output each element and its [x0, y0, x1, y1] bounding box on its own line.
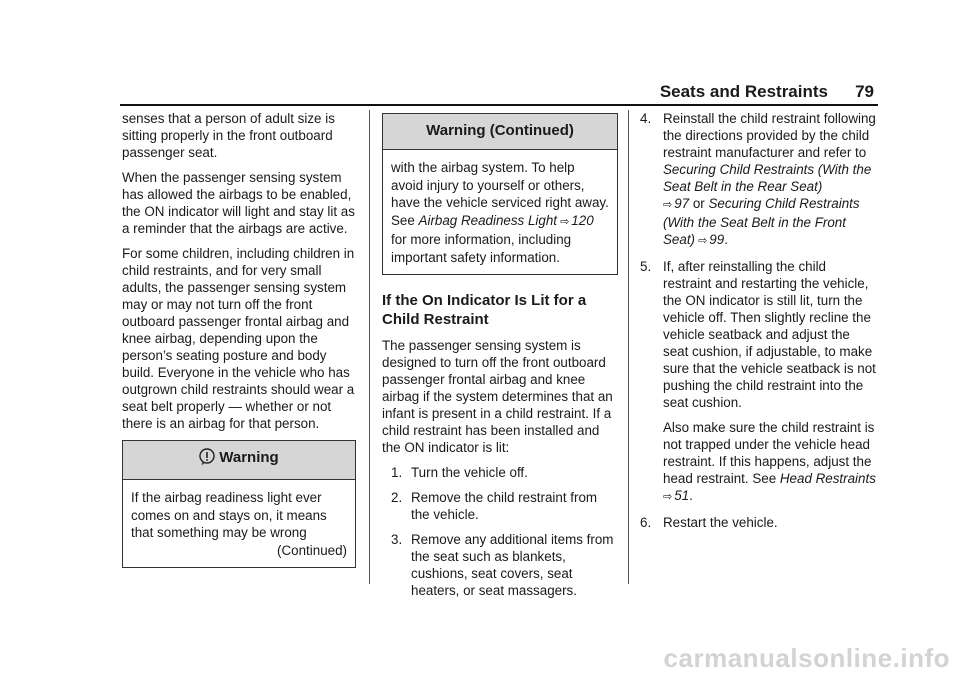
step-text: If, after reinstalling the child restraint and restarting the vehicle, the ON indicator is still lit, turn the vehicle off. Then slightly recline the vehicle seatback and adjust the seat cushion, if adjustable, to make sure that the vehicle seatback is not pushing the child restraint into the seat cushion.	[663, 259, 876, 410]
cross-reference-link[interactable]: Head Restraints	[779, 471, 876, 486]
step-text: .	[724, 232, 728, 247]
step-text: Remove any additional items from the seat such as blankets, cushions, seat covers, seat heaters, or seat massagers.	[411, 532, 614, 598]
column-divider	[369, 110, 370, 584]
step-number: 2.	[391, 490, 403, 505]
section-heading: If the On Indicator Is Lit for a Child Restraint	[382, 292, 587, 328]
step-text: or	[689, 196, 709, 211]
warning-text: for more information, including important safety information.	[391, 232, 572, 265]
paragraph: For some children, including children in child restraints, and for very small adults, the passenger sensing system may or may not turn off the front outboard passenger frontal airbag and knee airbag, depending upon the person’s seating posture and body build. Everyone in the vehicle who has outgrown child restraints should wear a seat belt properly — whether or not there is an airbag for that person.	[122, 246, 355, 431]
paragraph: senses that a person of adult size is sitting properly in the front outboard passenger seat.	[122, 111, 335, 160]
cross-reference-link[interactable]: Securing Child Restraints (With the Seat Belt in the Front Seat)	[663, 196, 860, 247]
warning-body	[383, 150, 617, 274]
warning-box	[122, 440, 356, 568]
continued-label: (Continued)	[277, 542, 347, 558]
page-reference[interactable]: 120	[571, 212, 594, 228]
list-item	[382, 464, 618, 481]
header-rule	[120, 104, 878, 106]
warning-box-continued	[382, 113, 618, 275]
step-text: Remove the child restraint from the vehicle.	[411, 490, 598, 522]
section-title: Seats and Restraints	[659, 82, 828, 101]
warning-icon	[199, 448, 215, 471]
page-ref-arrow-icon: ⇨	[663, 491, 673, 503]
list-item	[640, 514, 878, 531]
page-ref-arrow-icon: ⇨	[663, 199, 673, 211]
step-text: Turn the vehicle off.	[411, 465, 528, 480]
page-number: 79	[855, 82, 874, 101]
warning-title: Warning	[219, 449, 279, 466]
page-reference[interactable]: 51	[674, 488, 690, 503]
column-2	[382, 110, 618, 607]
step-number: 1.	[391, 465, 403, 480]
step-number: 4.	[640, 111, 652, 126]
warning-header	[123, 441, 355, 480]
page-ref-arrow-icon: ⇨	[557, 215, 570, 228]
step-subparagraph	[663, 419, 878, 506]
cross-reference-link[interactable]: Airbag Readiness Light	[418, 212, 558, 228]
list-item	[382, 531, 618, 599]
paragraph: When the passenger sensing system has allowed the airbags to be enabled, the ON indicator will light and stay lit as a reminder that the airbags are active.	[122, 170, 355, 236]
step-number: 5.	[640, 259, 652, 274]
warning-text: with the airbag system. To help avoid injury to yourself or others, have the vehicle serviced right away. See	[391, 160, 609, 228]
list-item	[382, 489, 618, 523]
page-ref-arrow-icon: ⇨	[695, 235, 708, 247]
step-number: 3.	[391, 532, 403, 547]
step-number: 6.	[640, 515, 652, 530]
list-item	[640, 258, 878, 506]
page-reference[interactable]: 97	[674, 196, 690, 211]
step-text: Restart the vehicle.	[663, 515, 778, 530]
page-reference[interactable]: 99	[709, 232, 725, 247]
steps-list	[382, 464, 618, 599]
steps-list	[640, 110, 878, 531]
column-1	[122, 110, 356, 568]
step-text: Also make sure the child restraint is not trapped under the vehicle head restraint. If this happens, adjust the head restraint. See	[663, 420, 875, 486]
watermark: carmanualsonline.info	[663, 643, 950, 673]
step-text: .	[689, 488, 693, 503]
paragraph: The passenger sensing system is designed to turn off the front outboard passenger frontal airbag and knee airbag if the system determines that an infant is present in a child restraint. If a child restraint has been installed and the ON indicator is lit:	[382, 338, 613, 455]
column-3	[640, 110, 878, 539]
list-item	[640, 110, 878, 250]
warning-body	[123, 480, 355, 567]
warning-header: Warning (Continued)	[383, 114, 617, 150]
cross-reference-link[interactable]: Securing Child Restraints (With the Seat Belt in the Rear Seat)	[663, 162, 872, 194]
column-divider	[628, 110, 629, 584]
page-header	[0, 82, 960, 102]
step-text: Reinstall the child restraint following the directions provided by the child restraint manufacturer and refer to	[663, 111, 876, 160]
warning-text: If the airbag readiness light ever comes on and stays on, it means that something may be wrong	[131, 490, 327, 540]
